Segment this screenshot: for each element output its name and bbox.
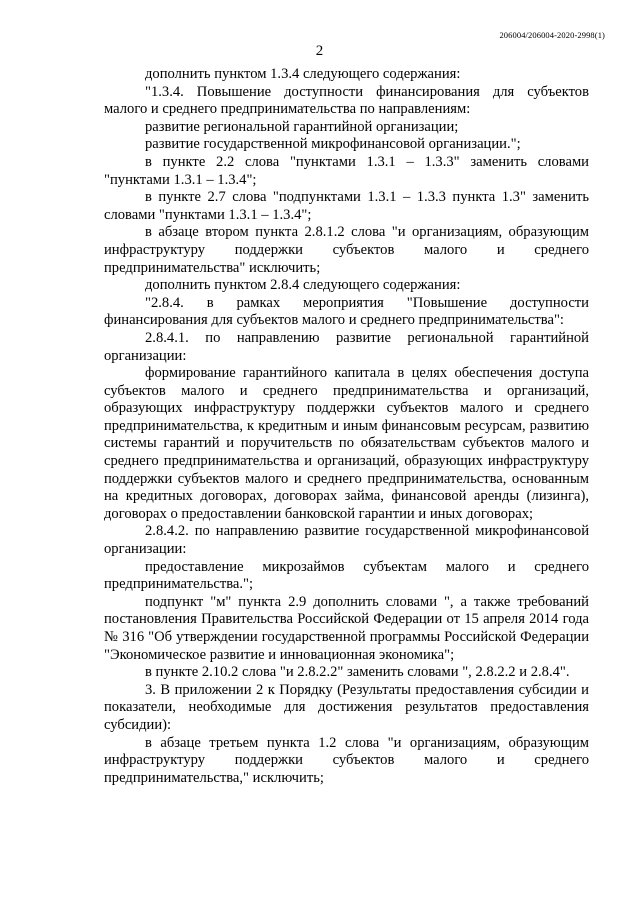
paragraph: "1.3.4. Повышение доступности финансирования для субъектов малого и среднего предпринимательства по направлениям:	[104, 83, 589, 118]
paragraph: 2.8.4.2. по направлению развитие государственной микрофинансовой организации:	[104, 523, 589, 558]
document-id: 206004/206004-2020-2998(1)	[499, 30, 605, 40]
document-body	[104, 66, 589, 787]
paragraph: развитие региональной гарантийной организации;	[145, 118, 459, 135]
paragraph: дополнить пунктом 2.8.4 следующего содержания:	[145, 277, 461, 294]
paragraph: развитие государственной микрофинансовой организации.";	[145, 136, 521, 153]
paragraph: в абзаце третьем пункта 1.2 слова "и организациям, образующим инфраструктуру поддержки субъектов малого и среднего предпринимательства," исключить;	[104, 734, 589, 786]
paragraph: дополнить пунктом 1.3.4 следующего содержания:	[145, 66, 461, 82]
paragraph: в пункте 2.2 слова "пунктами 1.3.1 – 1.3.3" заменить словами "пунктами 1.3.1 – 1.3.4";	[104, 153, 589, 188]
paragraph: подпункт "м" пункта 2.9 дополнить словами ", а также требований постановления Правительства Российской Федерации от 15 апреля 2014 года № 316 "Об утверждении государственной программы Российской Федерации "Экономическое развитие и инновационная экономика";	[104, 593, 589, 663]
paragraph: в пункте 2.7 слова "подпунктами 1.3.1 – 1.3.3 пункта 1.3" заменить словами "пунктами 1.3.1 – 1.3.4";	[104, 189, 589, 223]
page-number: 2	[315, 43, 324, 59]
paragraph: "2.8.4. в рамках мероприятия "Повышение доступности финансирования для субъектов малого и среднего предпринимательства":	[104, 294, 589, 329]
paragraph: в абзаце втором пункта 2.8.1.2 слова "и организациям, образующим инфраструктуру поддержки субъектов малого и среднего предпринимательства" исключить;	[104, 224, 589, 276]
paragraph: 2.8.4.1. по направлению развитие региональной гарантийной организации:	[104, 329, 589, 364]
paragraph: предоставление микрозаймов субъектам малого и среднего предпринимательства.";	[104, 558, 589, 593]
paragraph: 3. В приложении 2 к Порядку (Результаты предоставления субсидии и показатели, необходимые для достижения результатов предоставления субсидии):	[104, 681, 589, 733]
paragraph: формирование гарантийного капитала в целях обеспечения доступа субъектов малого и среднего предпринимательства и организаций, образующих инфраструктуру поддержки субъектов малого и среднего предпринимательства, к кредитным и иным финансовым ресурсам, развитию системы гарантий и поручительств по обязательствам субъектов малого и среднего предпринимательства и организаций, образующих инфраструктуру поддержки субъектов малого и среднего предпринимательства, основанным на кредитных договорах, договорах займа, финансовой аренды (лизинга), договорах о предоставлении банковской гарантии и иных договорах;	[104, 365, 589, 522]
paragraph: в пункте 2.10.2 слова "и 2.8.2.2" заменить словами ", 2.8.2.2 и 2.8.4".	[145, 664, 570, 681]
